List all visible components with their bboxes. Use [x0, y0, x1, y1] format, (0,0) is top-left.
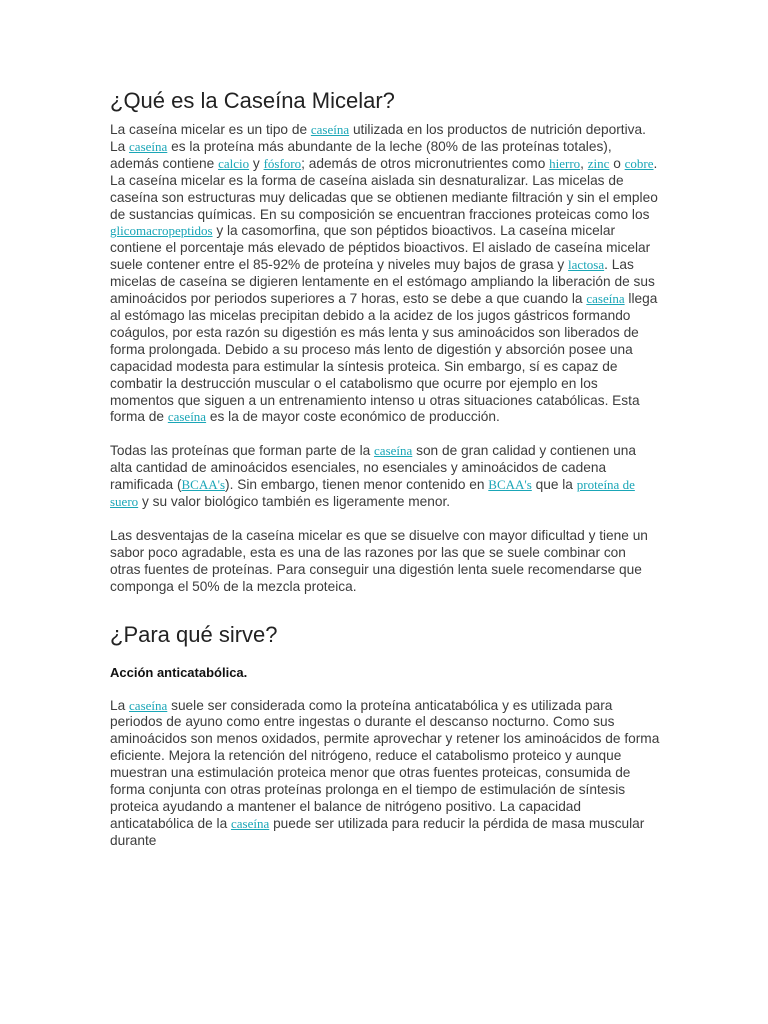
text-run: son de gran calidad y contienen una alta cantidad de aminoácidos esenciales, no esenciales y aminoácidos de cadena ramificada ( — [110, 443, 637, 493]
bcaa-link[interactable]: BCAA's — [488, 477, 532, 493]
text-run: . La caseína micelar es la forma de caseína aislada sin desnaturalizar. Las micelas de caseína son estructuras muy delicadas que se obtienen mediante filtración y sin el empleo de sustancias químicas. En su composición se encuentran fracciones proteicas como los — [110, 155, 658, 222]
caseina-link[interactable]: caseína — [231, 815, 270, 831]
proteina-de-suero-link[interactable]: proteína de suero — [110, 477, 635, 510]
text-run: La caseína micelar es un tipo de — [110, 122, 311, 137]
disadvantages-paragraph: Las desventajas de la caseína micelar es que se disuelve con mayor dificultad y tiene un sabor poco agradable, esta es una de las razones por las que se suele combinar con otras fuentes de proteínas. Para conseguir una digestión lenta suele recomendarse que componga el 50% de la mezcla proteica. — [110, 527, 648, 594]
glicomacropeptidos-link[interactable]: glicomacropeptidos — [110, 223, 213, 239]
calcio-link[interactable]: calcio — [218, 155, 250, 171]
text-run: y — [249, 155, 264, 171]
article-body — [110, 88, 660, 867]
text-run: utilizada en los productos de nutrición deportiva. La — [110, 122, 646, 154]
text-run: o — [609, 155, 625, 171]
text-run: suele ser considerada como la proteína anticatabólica y es utilizada para periodos de ayuno como entre ingestas o durante el descanso nocturno. Como sus aminoácidos son menos oxidados, permite aprovechar y retener los aminoácidos de forma eficiente. Mejora la retención del nitrógeno, reduce el catabolismo proteico y aunque muestran una estimulación proteica menor que otras fuentes proteicas, consumida de forma conjunta con otras proteínas prolonga en el tiempo de estimulación de síntesis proteica ayudando a mantener el balance de nitrógeno positivo. La capacidad anticatabólica de la — [110, 697, 660, 831]
caseina-link[interactable]: caseína — [129, 138, 168, 154]
text-run: y la casomorfina, que son péptidos bioactivos. La caseína micelar contiene el porcentaje más elevado de péptidos bioactivos. El aislado de caseína micelar suele contener entre el 85-92% de proteína y niveles muy bajos de grasa y — [110, 223, 651, 273]
zinc-link[interactable]: zinc — [587, 155, 610, 171]
text-run: La — [110, 697, 130, 713]
anticatabolic-paragraph — [110, 698, 660, 850]
bcaa-link[interactable]: BCAA's — [181, 477, 226, 493]
fosforo-link[interactable]: fósforo — [263, 155, 302, 171]
text-run: Todas las proteínas que forman parte de la — [110, 443, 375, 459]
caseina-link[interactable]: caseína — [586, 291, 625, 307]
text-run: puede ser utilizada para reducir la pérdida de masa muscular durante — [110, 815, 645, 848]
cobre-link[interactable]: cobre — [624, 155, 654, 171]
caseina-link[interactable]: caseína — [129, 697, 168, 713]
intro-paragraph — [110, 122, 660, 426]
text-run: ). Sin embargo, tienen menor contenido en — [225, 477, 489, 493]
text-run: . Las micelas de caseína se digieren lentamente en el estómago ampliando la liberación de sus aminoácidos por periodos superiores a 7 horas, esto se debe a que cuando la — [110, 257, 655, 307]
text-run: que la — [531, 477, 577, 493]
text-run: , — [580, 155, 588, 171]
section-title: ¿Para qué sirve? — [110, 621, 278, 647]
caseina-link[interactable]: caseína — [167, 409, 207, 425]
proteins-paragraph — [110, 443, 660, 511]
text-run: y su valor biológico también es ligeramente menor. — [138, 494, 451, 510]
lactosa-link[interactable]: lactosa — [568, 257, 605, 273]
text-run: es la de mayor coste económico de producción. — [206, 409, 500, 425]
text-run: llega al estómago las micelas precipitan debido a la acidez de los jugos gástricos formando coágulos, por esta razón su digestión es más lenta y sus aminoácidos son liberados de forma prolongada. Debido a su proceso más lento de digestión y absorción posee una capacidad modesta para estimular la síntesis proteica. Sin embargo, sí es capaz de combatir la destrucción muscular o el catabolismo que ocurre por ejemplo en los momentos que siguen a un entrenamiento intenso u otras situaciones catabólicas. Esta forma de — [110, 291, 658, 425]
text-run: ; además de otros micronutrientes como — [301, 155, 550, 171]
hierro-link[interactable]: hierro — [549, 155, 581, 171]
caseina-link[interactable]: caseína — [310, 122, 350, 137]
subsection-title: Acción anticatabólica. — [110, 664, 248, 680]
page-title: ¿Qué es la Caseína Micelar? — [110, 88, 395, 113]
caseina-link[interactable]: caseína — [374, 443, 413, 459]
text-run: es la proteína más abundante de la leche (80% de las proteínas totales), además contiene — [110, 138, 612, 171]
